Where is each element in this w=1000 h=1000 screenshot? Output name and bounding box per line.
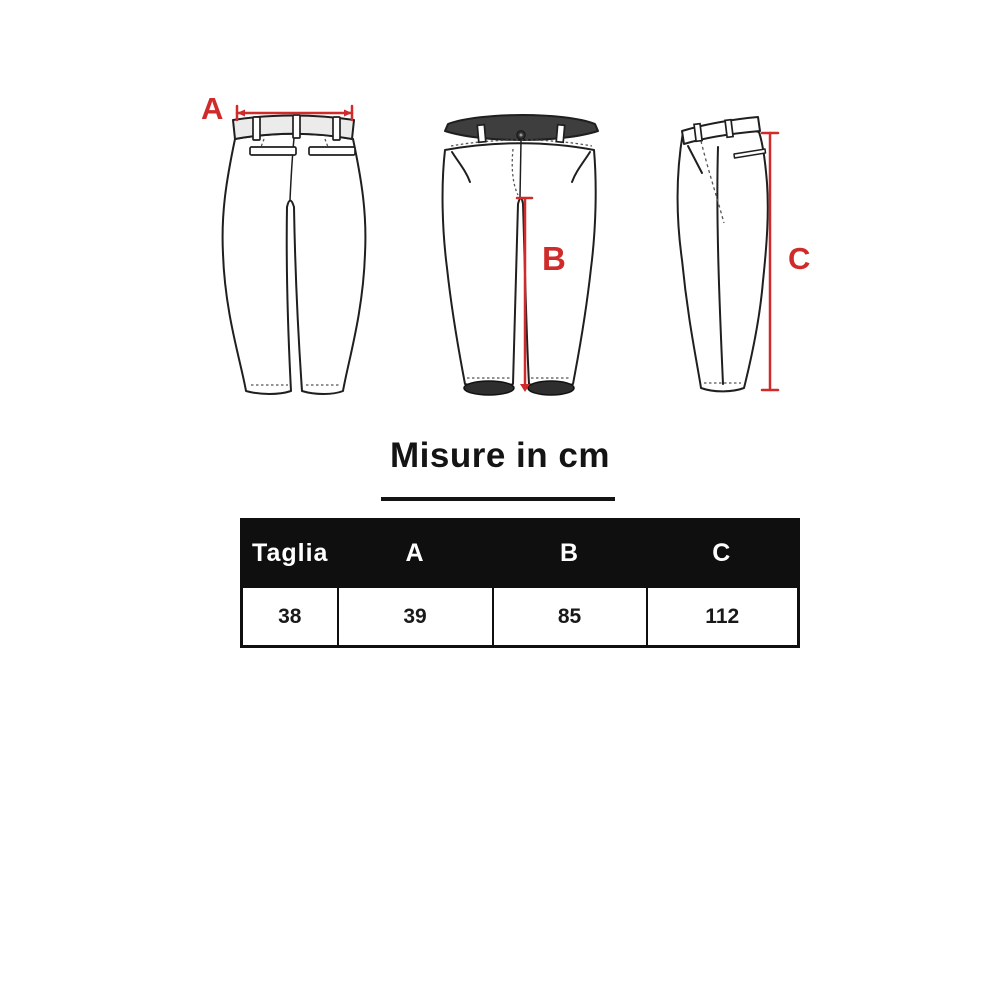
cell-measure-a: 39 xyxy=(338,587,493,647)
pants-back-view xyxy=(195,90,385,405)
header-cell-c: C xyxy=(647,520,799,588)
cell-size: 38 xyxy=(242,587,338,647)
cell-measure-b: 85 xyxy=(493,587,647,647)
measurement-label-a: A xyxy=(201,91,224,126)
pants-front-view-drawing xyxy=(425,85,615,405)
size-table-header-row xyxy=(242,520,799,588)
side-silhouette xyxy=(678,127,768,392)
header-cell-b: B xyxy=(493,520,647,588)
belt-loop xyxy=(333,117,340,140)
belt-loop xyxy=(694,124,702,142)
title-underline xyxy=(381,497,615,501)
size-table-data-row xyxy=(242,587,799,647)
back-waistband xyxy=(233,115,354,140)
belt-loop xyxy=(253,117,260,140)
measurement-label-c: C xyxy=(788,241,811,276)
back-silhouette xyxy=(223,134,366,394)
belt-loop xyxy=(293,115,300,138)
pants-side-view xyxy=(655,85,825,405)
header-cell-taglia: Taglia xyxy=(242,520,338,588)
header-cell-a: A xyxy=(338,520,493,588)
page-title: Misure in cm xyxy=(390,436,610,475)
pants-front-view xyxy=(425,85,615,405)
cell-measure-c: 112 xyxy=(647,587,799,647)
belt-loop xyxy=(556,125,564,143)
belt-loop xyxy=(477,125,485,143)
measurement-label-b: B xyxy=(542,240,566,277)
size-table xyxy=(240,518,800,648)
pants-back-view-drawing xyxy=(195,90,385,405)
belt-loop xyxy=(725,120,733,138)
